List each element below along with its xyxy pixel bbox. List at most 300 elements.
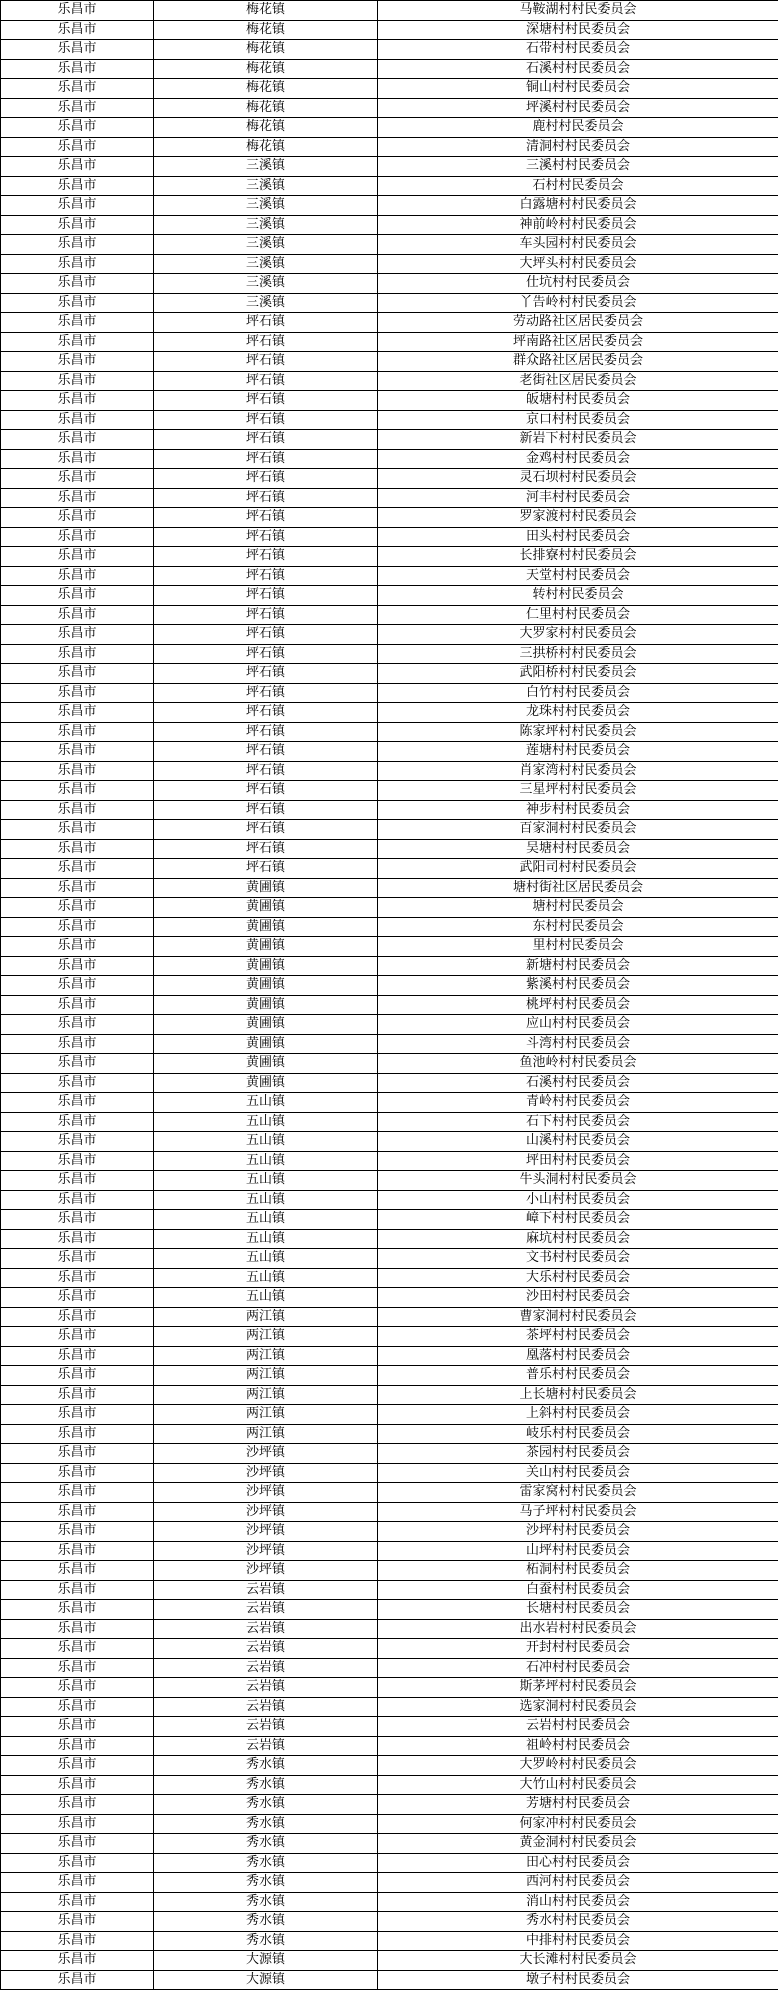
town-cell[interactable]: 坪石镇 (154, 566, 378, 586)
city-cell[interactable]: 乐昌市 (1, 1405, 154, 1425)
town-cell[interactable]: 坪石镇 (154, 820, 378, 840)
city-cell[interactable]: 乐昌市 (1, 859, 154, 879)
town-cell[interactable]: 五山镇 (154, 1151, 378, 1171)
town-cell[interactable]: 云岩镇 (154, 1697, 378, 1717)
town-cell[interactable]: 五山镇 (154, 1093, 378, 1113)
city-cell[interactable]: 乐昌市 (1, 1522, 154, 1542)
city-cell[interactable]: 乐昌市 (1, 820, 154, 840)
city-cell[interactable]: 乐昌市 (1, 1931, 154, 1951)
city-cell[interactable]: 乐昌市 (1, 1463, 154, 1483)
city-cell[interactable]: 乐昌市 (1, 1288, 154, 1308)
city-cell[interactable]: 乐昌市 (1, 547, 154, 567)
committee-cell[interactable]: 普乐村村民委员会 (378, 1366, 778, 1386)
committee-cell[interactable]: 大坪头村村民委员会 (378, 254, 778, 274)
town-cell[interactable]: 两江镇 (154, 1327, 378, 1347)
committee-cell[interactable]: 斗湾村村民委员会 (378, 1034, 778, 1054)
town-cell[interactable]: 坪石镇 (154, 664, 378, 684)
town-cell[interactable]: 梅花镇 (154, 20, 378, 40)
town-cell[interactable]: 坪石镇 (154, 859, 378, 879)
city-cell[interactable]: 乐昌市 (1, 1853, 154, 1873)
city-cell[interactable]: 乐昌市 (1, 137, 154, 157)
city-cell[interactable]: 乐昌市 (1, 118, 154, 138)
city-cell[interactable]: 乐昌市 (1, 781, 154, 801)
committee-cell[interactable]: 祖岭村村民委员会 (378, 1736, 778, 1756)
committee-cell[interactable]: 斯茅坪村村民委员会 (378, 1678, 778, 1698)
committee-cell[interactable]: 坪溪村村民委员会 (378, 98, 778, 118)
committee-cell[interactable]: 鱼池岭村村民委员会 (378, 1054, 778, 1074)
committee-cell[interactable]: 丫告岭村村民委员会 (378, 293, 778, 313)
committee-cell[interactable]: 茶园村村民委员会 (378, 1444, 778, 1464)
town-cell[interactable]: 五山镇 (154, 1288, 378, 1308)
town-cell[interactable]: 五山镇 (154, 1132, 378, 1152)
town-cell[interactable]: 坪石镇 (154, 761, 378, 781)
committee-cell[interactable]: 大罗家村村民委员会 (378, 625, 778, 645)
city-cell[interactable]: 乐昌市 (1, 391, 154, 411)
city-cell[interactable]: 乐昌市 (1, 878, 154, 898)
town-cell[interactable]: 三溪镇 (154, 235, 378, 255)
city-cell[interactable]: 乐昌市 (1, 293, 154, 313)
committee-cell[interactable]: 石带村村民委员会 (378, 40, 778, 60)
city-cell[interactable]: 乐昌市 (1, 1073, 154, 1093)
city-cell[interactable]: 乐昌市 (1, 1424, 154, 1444)
town-cell[interactable]: 三溪镇 (154, 274, 378, 294)
committee-cell[interactable]: 龙珠村村民委员会 (378, 703, 778, 723)
committee-cell[interactable]: 沙坪村村民委员会 (378, 1522, 778, 1542)
town-cell[interactable]: 两江镇 (154, 1366, 378, 1386)
committee-cell[interactable]: 百家洞村村民委员会 (378, 820, 778, 840)
town-cell[interactable]: 梅花镇 (154, 59, 378, 79)
town-cell[interactable]: 云岩镇 (154, 1600, 378, 1620)
committee-cell[interactable]: 金鸡村村民委员会 (378, 449, 778, 469)
town-cell[interactable]: 秀水镇 (154, 1853, 378, 1873)
city-cell[interactable]: 乐昌市 (1, 644, 154, 664)
committee-cell[interactable]: 莲塘村村民委员会 (378, 742, 778, 762)
town-cell[interactable]: 两江镇 (154, 1424, 378, 1444)
town-cell[interactable]: 坪石镇 (154, 449, 378, 469)
city-cell[interactable]: 乐昌市 (1, 1483, 154, 1503)
city-cell[interactable]: 乐昌市 (1, 605, 154, 625)
committee-cell[interactable]: 转村村民委员会 (378, 586, 778, 606)
committee-cell[interactable]: 秀水村村民委员会 (378, 1912, 778, 1932)
town-cell[interactable]: 云岩镇 (154, 1619, 378, 1639)
city-cell[interactable]: 乐昌市 (1, 332, 154, 352)
committee-cell[interactable]: 白蚕村村民委员会 (378, 1580, 778, 1600)
city-cell[interactable]: 乐昌市 (1, 1249, 154, 1269)
town-cell[interactable]: 五山镇 (154, 1210, 378, 1230)
town-cell[interactable]: 云岩镇 (154, 1736, 378, 1756)
city-cell[interactable]: 乐昌市 (1, 1034, 154, 1054)
town-cell[interactable]: 两江镇 (154, 1405, 378, 1425)
committee-cell[interactable]: 应山村村民委员会 (378, 1015, 778, 1035)
city-cell[interactable]: 乐昌市 (1, 1541, 154, 1561)
city-cell[interactable]: 乐昌市 (1, 1892, 154, 1912)
committee-cell[interactable]: 曹家洞村村民委员会 (378, 1307, 778, 1327)
town-cell[interactable]: 坪石镇 (154, 527, 378, 547)
committee-cell[interactable]: 石冲村村民委员会 (378, 1658, 778, 1678)
town-cell[interactable]: 秀水镇 (154, 1892, 378, 1912)
city-cell[interactable]: 乐昌市 (1, 839, 154, 859)
committee-cell[interactable]: 开封村村民委员会 (378, 1639, 778, 1659)
city-cell[interactable]: 乐昌市 (1, 1561, 154, 1581)
city-cell[interactable]: 乐昌市 (1, 586, 154, 606)
committee-cell[interactable]: 肖家湾村村民委员会 (378, 761, 778, 781)
town-cell[interactable]: 五山镇 (154, 1268, 378, 1288)
town-cell[interactable]: 坪石镇 (154, 332, 378, 352)
city-cell[interactable]: 乐昌市 (1, 1, 154, 21)
city-cell[interactable]: 乐昌市 (1, 761, 154, 781)
city-cell[interactable]: 乐昌市 (1, 566, 154, 586)
town-cell[interactable]: 黄圃镇 (154, 995, 378, 1015)
committee-cell[interactable]: 塘村村民委员会 (378, 898, 778, 918)
town-cell[interactable]: 梅花镇 (154, 1, 378, 21)
city-cell[interactable]: 乐昌市 (1, 235, 154, 255)
committee-cell[interactable]: 天堂村村民委员会 (378, 566, 778, 586)
committee-cell[interactable]: 吴塘村村民委员会 (378, 839, 778, 859)
committee-cell[interactable]: 神前岭村村民委员会 (378, 215, 778, 235)
city-cell[interactable]: 乐昌市 (1, 527, 154, 547)
town-cell[interactable]: 云岩镇 (154, 1717, 378, 1737)
committee-cell[interactable]: 东村村民委员会 (378, 917, 778, 937)
city-cell[interactable]: 乐昌市 (1, 196, 154, 216)
committee-cell[interactable]: 云岩村村民委员会 (378, 1717, 778, 1737)
town-cell[interactable]: 秀水镇 (154, 1912, 378, 1932)
town-cell[interactable]: 黄圃镇 (154, 1034, 378, 1054)
committee-cell[interactable]: 老街社区居民委员会 (378, 371, 778, 391)
town-cell[interactable]: 坪石镇 (154, 313, 378, 333)
town-cell[interactable]: 三溪镇 (154, 196, 378, 216)
committee-cell[interactable]: 河丰村村民委员会 (378, 488, 778, 508)
committee-cell[interactable]: 沙田村村民委员会 (378, 1288, 778, 1308)
committee-cell[interactable]: 里村村民委员会 (378, 937, 778, 957)
committee-cell[interactable]: 中排村村民委员会 (378, 1931, 778, 1951)
committee-cell[interactable]: 群众路社区居民委员会 (378, 352, 778, 372)
city-cell[interactable]: 乐昌市 (1, 1580, 154, 1600)
city-cell[interactable]: 乐昌市 (1, 59, 154, 79)
committee-cell[interactable]: 大乐村村民委员会 (378, 1268, 778, 1288)
town-cell[interactable]: 秀水镇 (154, 1775, 378, 1795)
town-cell[interactable]: 秀水镇 (154, 1873, 378, 1893)
committee-cell[interactable]: 文书村村民委员会 (378, 1249, 778, 1269)
city-cell[interactable]: 乐昌市 (1, 1229, 154, 1249)
committee-cell[interactable]: 上长塘村村民委员会 (378, 1385, 778, 1405)
town-cell[interactable]: 梅花镇 (154, 137, 378, 157)
committee-cell[interactable]: 白露塘村村民委员会 (378, 196, 778, 216)
committee-cell[interactable]: 清洞村村民委员会 (378, 137, 778, 157)
city-cell[interactable]: 乐昌市 (1, 683, 154, 703)
city-cell[interactable]: 乐昌市 (1, 1132, 154, 1152)
town-cell[interactable]: 黄圃镇 (154, 956, 378, 976)
town-cell[interactable]: 黄圃镇 (154, 937, 378, 957)
city-cell[interactable]: 乐昌市 (1, 1327, 154, 1347)
town-cell[interactable]: 梅花镇 (154, 98, 378, 118)
city-cell[interactable]: 乐昌市 (1, 1639, 154, 1659)
committee-cell[interactable]: 田心村村民委员会 (378, 1853, 778, 1873)
town-cell[interactable]: 云岩镇 (154, 1678, 378, 1698)
committee-cell[interactable]: 武阳司村村民委员会 (378, 859, 778, 879)
city-cell[interactable]: 乐昌市 (1, 79, 154, 99)
city-cell[interactable]: 乐昌市 (1, 1112, 154, 1132)
city-cell[interactable]: 乐昌市 (1, 664, 154, 684)
town-cell[interactable]: 坪石镇 (154, 430, 378, 450)
town-cell[interactable]: 沙坪镇 (154, 1483, 378, 1503)
city-cell[interactable]: 乐昌市 (1, 371, 154, 391)
town-cell[interactable]: 坪石镇 (154, 781, 378, 801)
committee-cell[interactable]: 牛头洞村村民委员会 (378, 1171, 778, 1191)
committee-cell[interactable]: 长塘村村民委员会 (378, 1600, 778, 1620)
city-cell[interactable]: 乐昌市 (1, 410, 154, 430)
committee-cell[interactable]: 马鞍湖村村民委员会 (378, 1, 778, 21)
city-cell[interactable]: 乐昌市 (1, 703, 154, 723)
committee-cell[interactable]: 三星坪村村民委员会 (378, 781, 778, 801)
city-cell[interactable]: 乐昌市 (1, 937, 154, 957)
town-cell[interactable]: 梅花镇 (154, 79, 378, 99)
city-cell[interactable]: 乐昌市 (1, 1678, 154, 1698)
city-cell[interactable]: 乐昌市 (1, 176, 154, 196)
city-cell[interactable]: 乐昌市 (1, 1502, 154, 1522)
town-cell[interactable]: 坪石镇 (154, 742, 378, 762)
committee-cell[interactable]: 小山村村民委员会 (378, 1190, 778, 1210)
city-cell[interactable]: 乐昌市 (1, 800, 154, 820)
town-cell[interactable]: 三溪镇 (154, 157, 378, 177)
city-cell[interactable]: 乐昌市 (1, 1717, 154, 1737)
city-cell[interactable]: 乐昌市 (1, 508, 154, 528)
city-cell[interactable]: 乐昌市 (1, 956, 154, 976)
city-cell[interactable]: 乐昌市 (1, 1619, 154, 1639)
city-cell[interactable]: 乐昌市 (1, 1970, 154, 1990)
town-cell[interactable]: 坪石镇 (154, 352, 378, 372)
town-cell[interactable]: 梅花镇 (154, 40, 378, 60)
city-cell[interactable]: 乐昌市 (1, 98, 154, 118)
committee-cell[interactable]: 桃坪村村民委员会 (378, 995, 778, 1015)
committee-cell[interactable]: 皈塘村村民委员会 (378, 391, 778, 411)
city-cell[interactable]: 乐昌市 (1, 313, 154, 333)
city-cell[interactable]: 乐昌市 (1, 1658, 154, 1678)
committee-cell[interactable]: 三溪村村民委员会 (378, 157, 778, 177)
town-cell[interactable]: 秀水镇 (154, 1795, 378, 1815)
committee-cell[interactable]: 大长滩村村民委员会 (378, 1951, 778, 1971)
city-cell[interactable]: 乐昌市 (1, 1093, 154, 1113)
city-cell[interactable]: 乐昌市 (1, 352, 154, 372)
committee-cell[interactable]: 灵石坝村村民委员会 (378, 469, 778, 489)
town-cell[interactable]: 黄圃镇 (154, 976, 378, 996)
committee-cell[interactable]: 白竹村村民委员会 (378, 683, 778, 703)
town-cell[interactable]: 坪石镇 (154, 410, 378, 430)
town-cell[interactable]: 坪石镇 (154, 839, 378, 859)
town-cell[interactable]: 秀水镇 (154, 1834, 378, 1854)
committee-cell[interactable]: 消山村村民委员会 (378, 1892, 778, 1912)
city-cell[interactable]: 乐昌市 (1, 1054, 154, 1074)
city-cell[interactable]: 乐昌市 (1, 722, 154, 742)
committee-cell[interactable]: 塘村街社区居民委员会 (378, 878, 778, 898)
committee-cell[interactable]: 坪田村村民委员会 (378, 1151, 778, 1171)
town-cell[interactable]: 三溪镇 (154, 293, 378, 313)
town-cell[interactable]: 两江镇 (154, 1307, 378, 1327)
city-cell[interactable]: 乐昌市 (1, 1795, 154, 1815)
town-cell[interactable]: 坪石镇 (154, 644, 378, 664)
committee-cell[interactable]: 鹿村村民委员会 (378, 118, 778, 138)
city-cell[interactable]: 乐昌市 (1, 1346, 154, 1366)
city-cell[interactable]: 乐昌市 (1, 1210, 154, 1230)
town-cell[interactable]: 大源镇 (154, 1970, 378, 1990)
city-cell[interactable]: 乐昌市 (1, 254, 154, 274)
city-cell[interactable]: 乐昌市 (1, 1834, 154, 1854)
town-cell[interactable]: 秀水镇 (154, 1814, 378, 1834)
town-cell[interactable]: 坪石镇 (154, 683, 378, 703)
town-cell[interactable]: 黄圃镇 (154, 898, 378, 918)
committee-cell[interactable]: 大竹山村村民委员会 (378, 1775, 778, 1795)
town-cell[interactable]: 三溪镇 (154, 254, 378, 274)
town-cell[interactable]: 沙坪镇 (154, 1463, 378, 1483)
committee-cell[interactable]: 雷家窝村村民委员会 (378, 1483, 778, 1503)
town-cell[interactable]: 三溪镇 (154, 176, 378, 196)
town-cell[interactable]: 坪石镇 (154, 586, 378, 606)
town-cell[interactable]: 五山镇 (154, 1249, 378, 1269)
committee-cell[interactable]: 劳动路社区居民委员会 (378, 313, 778, 333)
town-cell[interactable]: 五山镇 (154, 1171, 378, 1191)
committee-cell[interactable]: 武阳桥村村民委员会 (378, 664, 778, 684)
committee-cell[interactable]: 新塘村村民委员会 (378, 956, 778, 976)
town-cell[interactable]: 坪石镇 (154, 800, 378, 820)
committee-cell[interactable]: 芳塘村村民委员会 (378, 1795, 778, 1815)
town-cell[interactable]: 两江镇 (154, 1385, 378, 1405)
city-cell[interactable]: 乐昌市 (1, 1444, 154, 1464)
committee-cell[interactable]: 凰落村村民委员会 (378, 1346, 778, 1366)
town-cell[interactable]: 坪石镇 (154, 605, 378, 625)
town-cell[interactable]: 五山镇 (154, 1190, 378, 1210)
committee-cell[interactable]: 长排寮村村民委员会 (378, 547, 778, 567)
town-cell[interactable]: 黄圃镇 (154, 917, 378, 937)
committee-cell[interactable]: 上斜村村民委员会 (378, 1405, 778, 1425)
city-cell[interactable]: 乐昌市 (1, 995, 154, 1015)
committee-cell[interactable]: 铜山村村民委员会 (378, 79, 778, 99)
city-cell[interactable]: 乐昌市 (1, 20, 154, 40)
committee-cell[interactable]: 何家冲村村民委员会 (378, 1814, 778, 1834)
town-cell[interactable]: 坪石镇 (154, 703, 378, 723)
city-cell[interactable]: 乐昌市 (1, 1873, 154, 1893)
town-cell[interactable]: 沙坪镇 (154, 1522, 378, 1542)
committee-cell[interactable]: 选家洞村村民委员会 (378, 1697, 778, 1717)
committee-cell[interactable]: 西河村村民委员会 (378, 1873, 778, 1893)
city-cell[interactable]: 乐昌市 (1, 1951, 154, 1971)
committee-cell[interactable]: 田头村村民委员会 (378, 527, 778, 547)
town-cell[interactable]: 坪石镇 (154, 547, 378, 567)
town-cell[interactable]: 沙坪镇 (154, 1502, 378, 1522)
city-cell[interactable]: 乐昌市 (1, 1307, 154, 1327)
committee-cell[interactable]: 仁里村村民委员会 (378, 605, 778, 625)
committee-cell[interactable]: 山坪村村民委员会 (378, 1541, 778, 1561)
town-cell[interactable]: 梅花镇 (154, 118, 378, 138)
committee-cell[interactable]: 马子坪村村民委员会 (378, 1502, 778, 1522)
committee-cell[interactable]: 坪南路社区居民委员会 (378, 332, 778, 352)
committee-cell[interactable]: 茶坪村村民委员会 (378, 1327, 778, 1347)
committee-cell[interactable]: 山溪村村民委员会 (378, 1132, 778, 1152)
town-cell[interactable]: 沙坪镇 (154, 1561, 378, 1581)
town-cell[interactable]: 黄圃镇 (154, 1015, 378, 1035)
city-cell[interactable]: 乐昌市 (1, 917, 154, 937)
city-cell[interactable]: 乐昌市 (1, 898, 154, 918)
city-cell[interactable]: 乐昌市 (1, 1756, 154, 1776)
city-cell[interactable]: 乐昌市 (1, 1775, 154, 1795)
committee-cell[interactable]: 深塘村村民委员会 (378, 20, 778, 40)
town-cell[interactable]: 坪石镇 (154, 391, 378, 411)
committee-cell[interactable]: 柘洞村村民委员会 (378, 1561, 778, 1581)
city-cell[interactable]: 乐昌市 (1, 215, 154, 235)
town-cell[interactable]: 坪石镇 (154, 722, 378, 742)
town-cell[interactable]: 三溪镇 (154, 215, 378, 235)
town-cell[interactable]: 云岩镇 (154, 1658, 378, 1678)
town-cell[interactable]: 坪石镇 (154, 508, 378, 528)
committee-cell[interactable]: 紫溪村村民委员会 (378, 976, 778, 996)
committee-cell[interactable]: 大罗岭村村民委员会 (378, 1756, 778, 1776)
town-cell[interactable]: 秀水镇 (154, 1931, 378, 1951)
town-cell[interactable]: 坪石镇 (154, 469, 378, 489)
town-cell[interactable]: 坪石镇 (154, 625, 378, 645)
town-cell[interactable]: 坪石镇 (154, 371, 378, 391)
committee-cell[interactable]: 罗家渡村村民委员会 (378, 508, 778, 528)
city-cell[interactable]: 乐昌市 (1, 1600, 154, 1620)
town-cell[interactable]: 黄圃镇 (154, 878, 378, 898)
city-cell[interactable]: 乐昌市 (1, 742, 154, 762)
city-cell[interactable]: 乐昌市 (1, 1151, 154, 1171)
town-cell[interactable]: 坪石镇 (154, 488, 378, 508)
committee-cell[interactable]: 石下村村民委员会 (378, 1112, 778, 1132)
committee-cell[interactable]: 石村村民委员会 (378, 176, 778, 196)
committee-cell[interactable]: 石溪村村民委员会 (378, 1073, 778, 1093)
committee-cell[interactable]: 嶂下村村民委员会 (378, 1210, 778, 1230)
town-cell[interactable]: 沙坪镇 (154, 1444, 378, 1464)
committee-cell[interactable]: 仕坑村村民委员会 (378, 274, 778, 294)
committee-cell[interactable]: 三拱桥村村民委员会 (378, 644, 778, 664)
committee-cell[interactable]: 关山村村民委员会 (378, 1463, 778, 1483)
committee-cell[interactable]: 石溪村村民委员会 (378, 59, 778, 79)
city-cell[interactable]: 乐昌市 (1, 1912, 154, 1932)
committee-cell[interactable]: 墩子村村民委员会 (378, 1970, 778, 1990)
city-cell[interactable]: 乐昌市 (1, 488, 154, 508)
city-cell[interactable]: 乐昌市 (1, 1736, 154, 1756)
city-cell[interactable]: 乐昌市 (1, 1190, 154, 1210)
town-cell[interactable]: 秀水镇 (154, 1756, 378, 1776)
city-cell[interactable]: 乐昌市 (1, 430, 154, 450)
city-cell[interactable]: 乐昌市 (1, 625, 154, 645)
committee-cell[interactable]: 青岭村村民委员会 (378, 1093, 778, 1113)
city-cell[interactable]: 乐昌市 (1, 1385, 154, 1405)
city-cell[interactable]: 乐昌市 (1, 274, 154, 294)
committee-cell[interactable]: 黄金洞村村民委员会 (378, 1834, 778, 1854)
committee-cell[interactable]: 车头园村村民委员会 (378, 235, 778, 255)
city-cell[interactable]: 乐昌市 (1, 1171, 154, 1191)
city-cell[interactable]: 乐昌市 (1, 40, 154, 60)
committee-cell[interactable]: 麻坑村村民委员会 (378, 1229, 778, 1249)
committee-cell[interactable]: 京口村村民委员会 (378, 410, 778, 430)
committee-cell[interactable]: 新岩下村村民委员会 (378, 430, 778, 450)
committee-cell[interactable]: 神步村村民委员会 (378, 800, 778, 820)
city-cell[interactable]: 乐昌市 (1, 1015, 154, 1035)
town-cell[interactable]: 黄圃镇 (154, 1054, 378, 1074)
city-cell[interactable]: 乐昌市 (1, 469, 154, 489)
city-cell[interactable]: 乐昌市 (1, 1268, 154, 1288)
committee-cell[interactable]: 出水岩村村民委员会 (378, 1619, 778, 1639)
committee-cell[interactable]: 陈家坪村村民委员会 (378, 722, 778, 742)
town-cell[interactable]: 云岩镇 (154, 1639, 378, 1659)
town-cell[interactable]: 两江镇 (154, 1346, 378, 1366)
city-cell[interactable]: 乐昌市 (1, 1697, 154, 1717)
town-cell[interactable]: 大源镇 (154, 1951, 378, 1971)
town-cell[interactable]: 五山镇 (154, 1112, 378, 1132)
city-cell[interactable]: 乐昌市 (1, 976, 154, 996)
city-cell[interactable]: 乐昌市 (1, 157, 154, 177)
committee-cell[interactable]: 岐乐村村民委员会 (378, 1424, 778, 1444)
town-cell[interactable]: 沙坪镇 (154, 1541, 378, 1561)
